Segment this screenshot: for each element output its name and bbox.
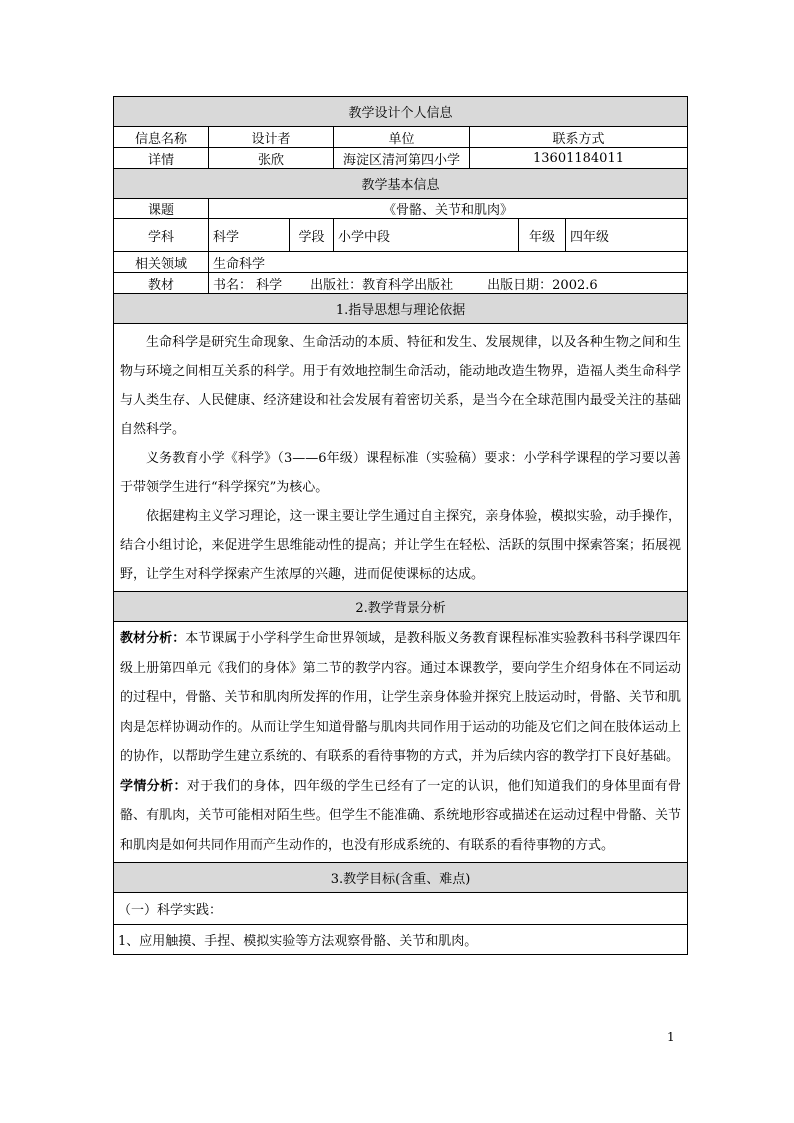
textbook-label: 教材 [114,273,209,294]
section1-header: 1.指导思想与理论依据 [114,294,688,324]
material-analysis-label: 教材分析： [120,631,186,646]
section2-header: 2.教学背景分析 [114,592,688,622]
field-value: 生命科学 [209,252,688,273]
section1-paragraph-3: 依据建构主义学习理论，这一课主要让学生通过自主探究，亲身体验，模拟实验，动手操作，结合小组讨论，来促进学生思维能动性的提高；并让学生在轻松、活跃的氛围中探索答案；拓展视野，让学生对科学探索产生浓厚的兴趣，进而促使课标的达成。 [120,509,682,582]
lesson-plan-document [113,96,687,955]
section1-paragraph-1: 生命科学是研究生命现象、生命活动的本质、特征和发生、发展规律，以及各种生物之间和生物与环境之间相互关系的科学。用于有效地控制生命活动，能动地改造生物界，造福人类生命科学与人类生存、人民健康、经济建设和社会发展有着密切关系，是当今在全球范围内最受关注的基础自然科学。 [120,335,682,437]
col-info-name: 信息名称 [114,127,209,148]
grade-label: 年级 [519,219,566,252]
stage-value: 小学中段 [334,219,519,252]
material-analysis [120,624,681,772]
subject-label: 学科 [114,219,209,252]
topic-label: 课题 [114,199,209,219]
section3-header: 3.教学目标(含重、难点) [114,863,688,893]
col-unit: 单位 [334,127,470,148]
row-label-details: 详情 [114,148,209,169]
section3-line-1: （一）科学实践： [114,893,688,925]
learner-analysis [120,772,681,861]
grade-value: 四年级 [566,219,688,252]
learner-analysis-label: 学情分析： [120,778,187,794]
field-label: 相关领域 [114,252,209,273]
publisher: 出版社：教育科学出版社 [310,277,454,293]
school-unit: 海淀区清河第四小学 [334,148,470,169]
section1-content [114,324,688,592]
lesson-plan-table [113,96,688,955]
learner-analysis-text: 对于我们的身体，四年级的学生已经有了一定的认识，他们知道我们的身体里面有骨骼、有肌肉，关节可能相对陌生些。但学生不能准确、系统地形容或描述在运动过程中骨骼、关节和肌肉是如何共同作用而产生动作的，也没有形成系统的、有联系的看待事物的方式。 [120,778,682,853]
designer-name: 张欣 [209,148,334,169]
section2-content [114,622,688,863]
publish-date: 出版日期：2002.6 [487,277,598,293]
topic-value: 《骨骼、关节和肌肉》 [209,199,688,219]
personal-info-header: 教学设计个人信息 [114,97,688,127]
stage-label: 学段 [290,219,334,252]
basic-info-header: 教学基本信息 [114,169,688,199]
contact-phone: 13601184011 [470,148,688,169]
page-number: 1 [667,1030,675,1044]
textbook-info [209,273,688,294]
material-analysis-text: 本节课属于小学科学生命世界领域，是教科版义务教育课程标准实验教科书科学课四年级上册第四单元《我们的身体》第二节的教学内容。通过本课教学，要向学生介绍身体在不同运动的过程中，骨骼、关节和肌肉所发挥的作用，让学生亲身体验并探究上肢运动时，骨骼、关节和肌肉是怎样协调动作的。从而让学生知道骨骼与肌肉共同作用于运动的功能及它们之间在肢体运动上的协作，以帮助学生建立系统的、有联系的看待事物的方式，并为后续内容的教学打下良好基础。 [120,631,682,764]
col-contact: 联系方式 [470,127,688,148]
subject-value: 科学 [209,219,290,252]
section1-paragraph-2: 义务教育小学《科学》（3——6年级）课程标准（实验稿）要求：小学科学课程的学习要以善于带领学生进行“科学探究”为核心。 [120,451,682,495]
section3-line-2: 1、应用触摸、手捏、模拟实验等方法观察骨骼、关节和肌肉。 [114,925,688,955]
book-name: 书名： 科学 [213,277,283,293]
col-designer: 设计者 [209,127,334,148]
